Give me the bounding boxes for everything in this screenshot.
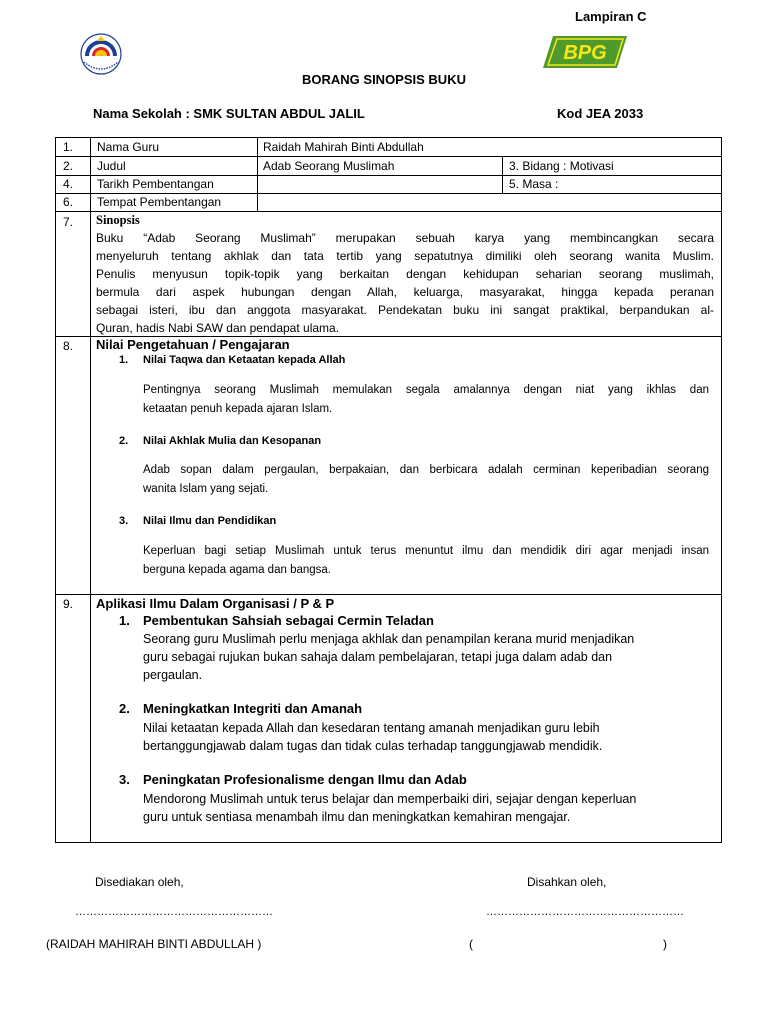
form-title: BORANG SINOPSIS BUKU — [302, 72, 466, 87]
paragraph-line: ketaatan penuh kepada ajaran Islam. — [143, 403, 333, 415]
paragraph-line: bertanggungjawab dalam tugas dan tidak culas terhadap tanggungjawab mendidik. — [143, 739, 603, 753]
school-name: Nama Sekolah : SMK SULTAN ABDUL JALIL — [93, 106, 365, 121]
application-heading: Aplikasi Ilmu Dalam Organisasi / P & P — [96, 596, 335, 611]
bpg-logo-text: BPG — [563, 42, 607, 64]
paragraph-line: wanita Islam yang sejati. — [143, 483, 269, 495]
paragraph-line: berguna kepada agama dan bangsa. — [143, 564, 331, 576]
prepared-by-label: Disediakan oleh, — [95, 875, 184, 889]
row-divider — [56, 175, 721, 176]
approved-name-open: ( — [469, 937, 473, 951]
paragraph-line: Mendorong Muslimah untuk terus belajar dan memperbaiki diri, sejajar dengan keperluan — [143, 792, 637, 806]
prepared-name: (RAIDAH MAHIRAH BINTI ABDULLAH ) — [46, 937, 262, 951]
application-item-heading: Peningkatan Profesionalisme dengan Ilmu dan Adab — [143, 772, 467, 787]
value-item-number: 1. — [119, 354, 129, 366]
row-divider — [56, 594, 721, 595]
row-number: 6. — [63, 195, 74, 209]
paragraph-line: pergaulan. — [143, 668, 203, 682]
row-label: Tarikh Pembentangan — [97, 177, 214, 191]
value-item-number: 3. — [119, 515, 129, 527]
synopsis-line: bermula dari aspek hubungan dengan Allah, keluarga, masyarakat, hingga kepada peranan — [96, 285, 714, 299]
row-number: 4. — [63, 177, 74, 191]
value-item-text — [143, 461, 709, 499]
paragraph-line: Seorang guru Muslimah perlu menjaga akhlak dan penampilan kerana murid menjadikan — [143, 632, 635, 646]
row-label: Tempat Pembentangan — [97, 195, 222, 209]
paragraph-line: Adab sopan dalam pergaulan, berpakaian, dan berbicara adalah cerminan keperibadian seorang — [143, 464, 709, 476]
bpg-logo — [543, 34, 627, 70]
row-divider — [56, 211, 721, 212]
application-item-text — [143, 790, 723, 826]
application-item-text — [143, 719, 723, 755]
value-item-text — [143, 542, 709, 580]
time-label: 5. Masa : — [509, 177, 559, 191]
values-heading: Nilai Pengetahuan / Pengajaran — [96, 337, 290, 352]
application-item-text — [143, 630, 723, 684]
row-number: 7. — [63, 215, 74, 229]
value-item-number: 2. — [119, 435, 129, 447]
book-title-value: Adab Seorang Muslimah — [263, 159, 395, 173]
row-label: Judul — [97, 159, 126, 173]
prepared-signature-line: ……………………………………………… — [75, 906, 273, 918]
synopsis-line: menyeluruh tentang akhlak dan tata tertib yang sepatutnya dimiliki oleh seorang wanita Muslim. — [96, 249, 714, 263]
value-item-heading: Nilai Ilmu dan Pendidikan — [143, 515, 277, 527]
approved-signature-line: ……………………………………………… — [486, 906, 684, 918]
paragraph-line: Pentingnya seorang Muslimah memulakan segala amalannya dengan niat yang ikhlas dan — [143, 384, 709, 396]
teacher-name-value: Raidah Mahirah Binti Abdullah — [263, 140, 424, 154]
application-item-number: 2. — [119, 701, 130, 716]
paragraph-line: Nilai ketaatan kepada Allah dan kesedaran tentang amanah menjadikan guru lebih — [143, 721, 600, 735]
row-number: 9. — [63, 597, 74, 611]
value-item-text — [143, 381, 709, 419]
lampiran-label: Lampiran C — [575, 9, 647, 24]
column-divider — [257, 138, 258, 211]
paragraph-line: guru untuk sentiasa menambah ilmu dan meningkatkan kemahiran mengajar. — [143, 810, 571, 824]
column-divider — [502, 156, 503, 193]
row-divider — [56, 193, 721, 194]
approved-name-close: ) — [663, 937, 667, 951]
row-number: 2. — [63, 159, 74, 173]
course-code: Kod JEA 2033 — [557, 106, 644, 121]
row-number: 1. — [63, 140, 74, 154]
synopsis-line: Quran, hadis Nabi SAW dan pendapat ulama. — [96, 321, 340, 335]
row-label: Nama Guru — [97, 140, 160, 154]
field-value: 3. Bidang : Motivasi — [509, 159, 614, 173]
application-item-number: 3. — [119, 772, 130, 787]
paragraph-line: guru sebagai rujukan bukan sahaja dalam pembelajaran, tetapi juga dalam adab dan — [143, 650, 613, 664]
row-number: 8. — [63, 339, 74, 353]
synopsis-line: Buku “Adab Seorang Muslimah” merupakan sebuah karya yang membincangkan secara — [96, 231, 714, 245]
application-item-number: 1. — [119, 613, 130, 628]
row-divider — [56, 156, 721, 157]
approved-by-label: Disahkan oleh, — [527, 875, 607, 889]
application-item-heading: Pembentukan Sahsiah sebagai Cermin Teladan — [143, 613, 434, 628]
synopsis-table — [55, 137, 722, 843]
synopsis-line: Penulis menyusun topik-topik yang berkaitan dengan kehidupan seharian seorang muslimah, — [96, 267, 714, 281]
synopsis-heading: Sinopsis — [96, 213, 140, 227]
column-divider — [90, 138, 91, 842]
value-item-heading: Nilai Taqwa dan Ketaatan kepada Allah — [143, 354, 346, 366]
application-item-heading: Meningkatkan Integriti dan Amanah — [143, 701, 363, 716]
ministry-logo — [75, 32, 127, 76]
paragraph-line: Keperluan bagi setiap Muslimah untuk terus menuntut ilmu dan mendidik diri agar menjadi insan — [143, 545, 709, 557]
synopsis-line: sebagai isteri, ibu dan anggota masyarakat. Pendekatan buku ini sangat praktikal, berpandukan al- — [96, 303, 714, 317]
value-item-heading: Nilai Akhlak Mulia dan Kesopanan — [143, 435, 322, 447]
